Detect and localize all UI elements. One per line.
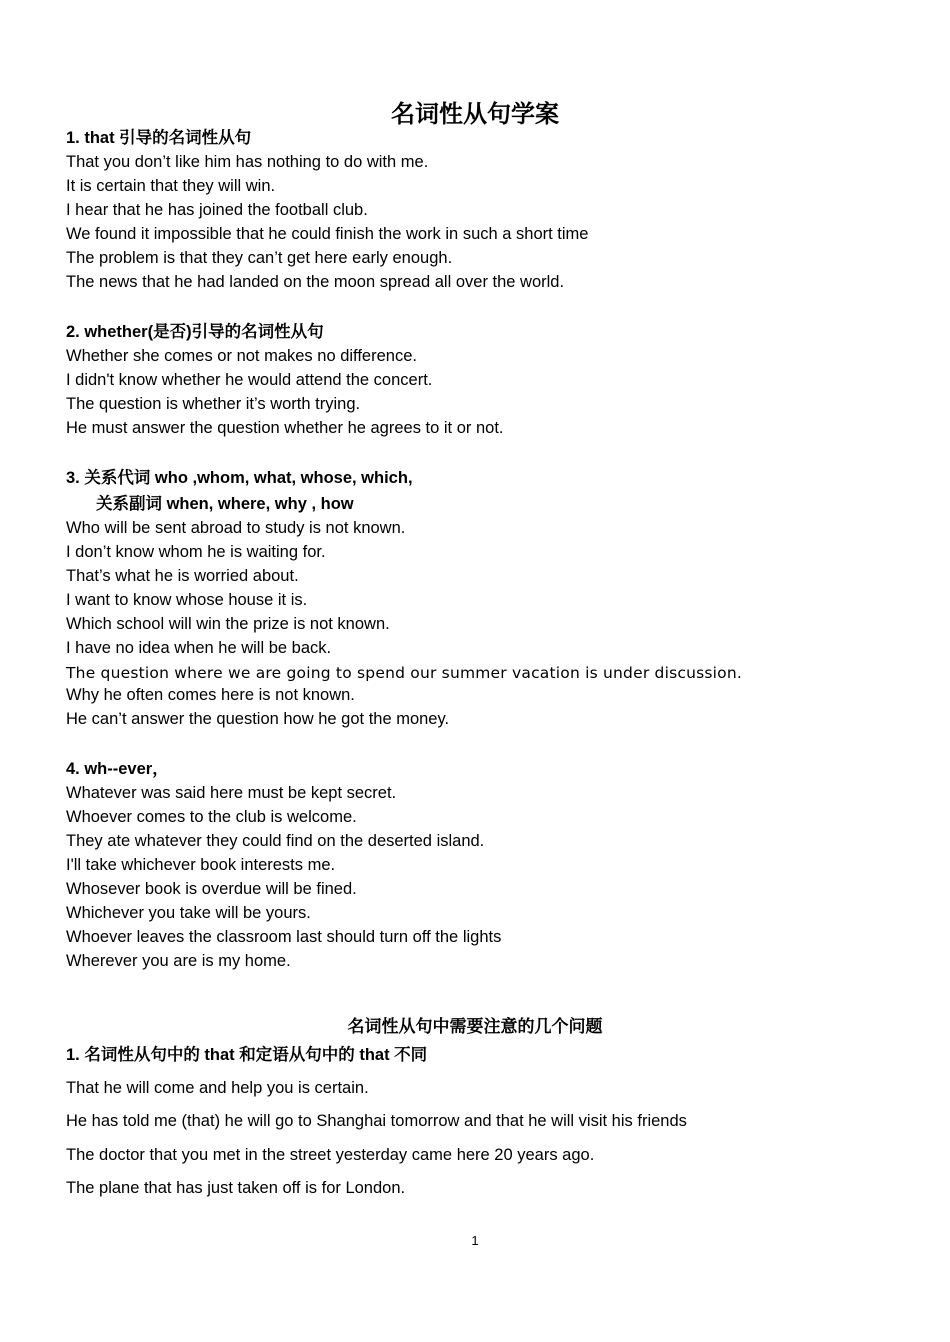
section-3-heading-line2: 关系副词 when, where, why , how [96, 495, 354, 513]
section-1-sentence: We found it impossible that he could finish the work in such a short time [66, 225, 589, 243]
notes-sentence: The doctor that you met in the street yesterday came here 20 years ago. [66, 1146, 595, 1164]
section-4-sentence: Whoever comes to the club is welcome. [66, 808, 357, 826]
section-4-sentence: Wherever you are is my home. [66, 952, 291, 970]
notes-sentence: That he will come and help you is certain. [66, 1079, 369, 1097]
page-title: 名词性从句学案 [391, 100, 559, 128]
section-2-sentence: The question is whether it’s worth trying. [66, 395, 361, 413]
section-3-sentence: I don’t know whom he is waiting for. [66, 543, 326, 561]
section-2-heading: 2. whether(是否)引导的名词性从句 [66, 323, 324, 341]
section-1-sentence: It is certain that they will win. [66, 177, 276, 195]
section-4-sentence: They ate whatever they could find on the deserted island. [66, 832, 485, 850]
section-3-sentence: Why he often comes here is not known. [66, 686, 355, 704]
section-3-sentence: Which school will win the prize is not known. [66, 615, 390, 633]
section-2-sentence: He must answer the question whether he agrees to it or not. [66, 419, 504, 437]
section-4-sentence: Whosever book is overdue will be fined. [66, 880, 357, 898]
section-3-sentence: I want to know whose house it is. [66, 591, 308, 609]
section-3-sentence: That’s what he is worried about. [66, 567, 299, 585]
section-1-sentence: That you don’t like him has nothing to do with me. [66, 153, 429, 171]
notes-sentence: He has told me (that) he will go to Shanghai tomorrow and that he will visit his friends [66, 1112, 687, 1130]
section-3-sentence: The question where we are going to spend our summer vacation is under discussion. [66, 664, 742, 682]
section-1-sentence: The problem is that they can’t get here early enough. [66, 249, 453, 267]
notes-title: 名词性从句中需要注意的几个问题 [347, 1017, 603, 1036]
section-2-sentence: Whether she comes or not makes no difference. [66, 347, 417, 365]
section-1-sentence: I hear that he has joined the football club. [66, 201, 368, 219]
section-3-sentence: Who will be sent abroad to study is not known. [66, 519, 406, 537]
notes-sentence: The plane that has just taken off is for London. [66, 1179, 406, 1197]
section-2-sentence: I didn't know whether he would attend the concert. [66, 371, 433, 389]
notes-heading: 1. 名词性从句中的 that 和定语从句中的 that 不同 [66, 1046, 428, 1064]
page-number: 1 [471, 1233, 479, 1248]
section-4-sentence: I'll take whichever book interests me. [66, 856, 336, 874]
section-3-sentence: I have no idea when he will be back. [66, 639, 332, 657]
section-3-heading-line1: 3. 关系代词 who ,whom, what, whose, which, [66, 469, 413, 487]
section-1-heading: 1. that 引导的名词性从句 [66, 129, 252, 147]
section-4-sentence: Whichever you take will be yours. [66, 904, 311, 922]
section-4-heading: 4. wh--ever， [66, 760, 169, 778]
section-3-sentence: He can’t answer the question how he got the money. [66, 710, 450, 728]
section-4-sentence: Whatever was said here must be kept secret. [66, 784, 397, 802]
section-1-sentence: The news that he had landed on the moon spread all over the world. [66, 273, 565, 291]
section-4-sentence: Whoever leaves the classroom last should turn off the lights [66, 928, 502, 946]
